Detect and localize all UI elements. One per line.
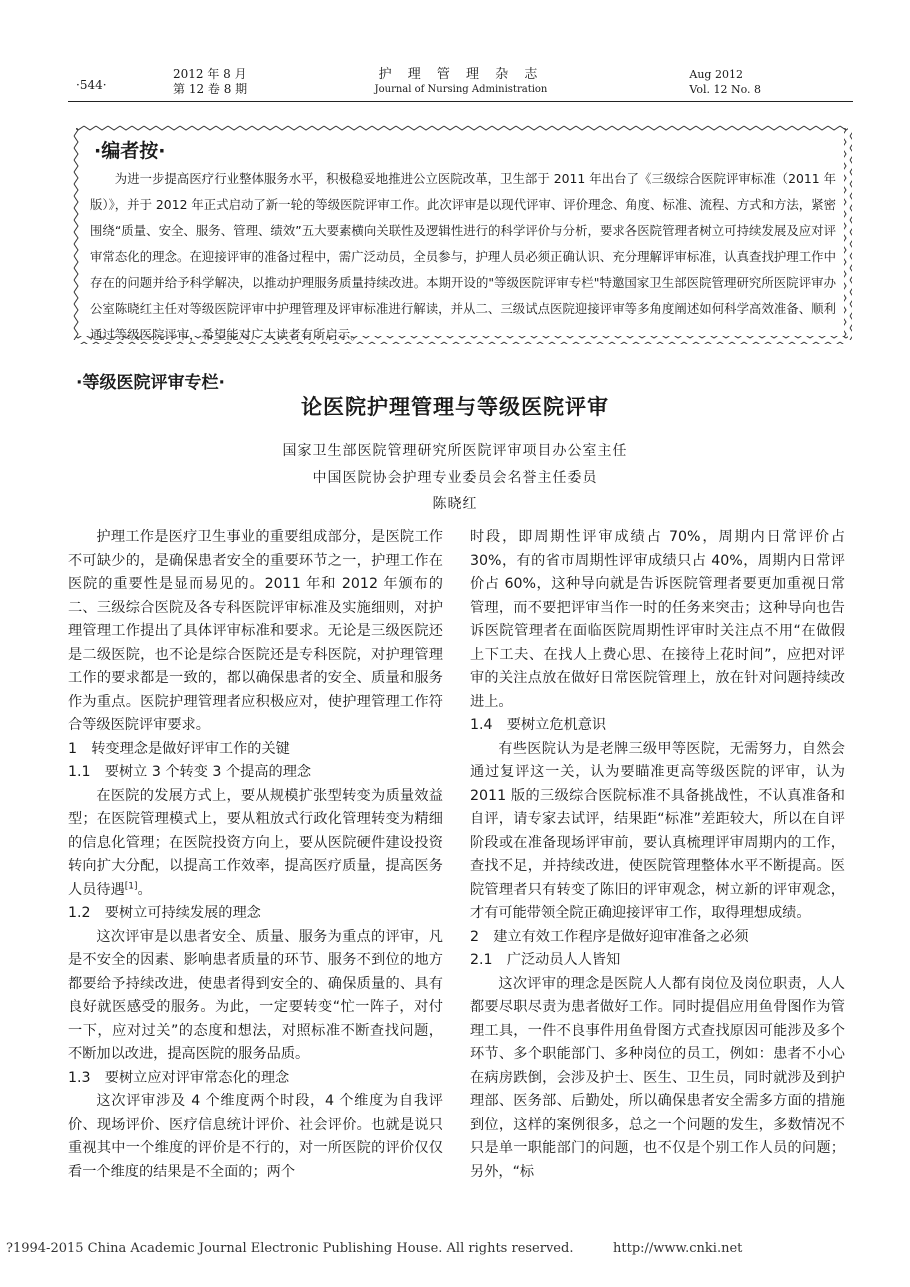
journal-name-cn: 护 理 管 理 杂 志 — [378, 67, 544, 82]
journal-name-en: Journal of Nursing Administration — [374, 84, 548, 95]
section-heading: 2 建立有效工作程序是做好迎审准备之必须 — [470, 928, 749, 945]
page-number: ·544· — [76, 78, 107, 92]
header-divider — [68, 101, 853, 102]
body-column-left — [68, 526, 443, 1184]
editor-note-text: 为进一步提高医疗行业整体服务水平，积极稳妥地推进公立医院改革，卫生部于 2011 年出台了《三级综合医院评审标准（2011 年版）》，并于 2012 年正式启动了新一轮的等级医院评审工作。此次评审是以现代评审、评价理念、角度、标准、流程、方式和方法，紧密围绕“质量、安全、服务、管理、绩效”五大要素横向关联性及逻辑性进行的科学评价与分析，要求各医院管理者树立可持续发展及应对评审常态化的理念。在迎接评审的准备过程中，需广泛动员，全员参与，护理人员必须正确认识、充分理解评审标准，认真查找护理工作中存在的问题并给予科学解决，以推动护理服务质量持续改进。本期开设的"等级医院评审专栏"特邀国家卫生部医院管理研究所医院评审办公室陈晓红主任对等级医院评审中护理管理及评审标准进行解读，并从二、三级试点医院迎接评审等多角度阐述如何科学高效准备、顺利通过等级医院评审，希望能对广大读者有所启示。 — [90, 171, 836, 342]
author-affiliation-1: 国家卫生部医院管理研究所医院评审项目办公室主任 — [282, 443, 628, 459]
column-tag: ·等级医院评审专栏· — [76, 373, 225, 393]
date-cn: 2012 年 8 月 — [173, 67, 247, 81]
subsection-heading: 1.3 要树立应对评审常态化的理念 — [68, 1069, 290, 1086]
date-en: Aug 2012 — [689, 68, 743, 81]
paragraph: 护理工作是医疗卫生事业的重要组成部分，是医院工作不可缺少的，是确保患者安全的重要环节之一，护理工作在医院的重要性是显而易见的。2011 年和 2012 年颁布的二、三级综合医院及各专科医院评审标准及实施细则，对护理管理工作提出了具体评审标准和要求。无论是三级医院还是二级医院，也不论是综合医院还是专科医院，对护理管理工作的要求都是一致的，都以确保患者的安全、质量和服务作为重点。医院护理管理者应积极应对，使护理管理工作符合等级医院评审要求。 — [68, 529, 443, 733]
paragraph: 这次评审的理念是医院人人都有岗位及岗位职责，人人都要尽职尽责为患者做好工作。同时提倡应用鱼骨图作为管理工具，一件不良事件用鱼骨图方式查找原因可能涉及多个环节、多个职能部门、多种岗位的员工，例如：患者不小心在病房跌倒，会涉及护士、医生、卫生员，同时就涉及到护理部、医务部、后勤处，所以确保患者安全需多方面的措施到位，这样的案例很多，总之一个问题的发生，多数情况不只是单一职能部门的问题，也不仅是个别工作人员的问题；另外，“标 — [470, 975, 845, 1180]
author-name: 陈晓红 — [432, 496, 478, 512]
paragraph: 有些医院认为是老牌三级甲等医院，无需努力，自然会通过复评这一关，认为要瞄准更高等级医院的评审，认为 2011 版的三级综合医院标准不具备挑战性，不认真准备和自评，请专家去试评，结果距“标准”差距较大，所以在自评阶段或在准备现场评审前，要认真梳理评审周期内的工作，查找不足，并持续改进，使医院管理整体水平不断提高。医院管理者只有转变了陈旧的评审观念，树立新的评审观念，才有可能带领全院正确迎接评审工作，取得理想成绩。 — [470, 740, 845, 921]
journal-name — [366, 67, 556, 97]
body-column-right — [470, 526, 845, 1184]
editor-note-title: ·编者按· — [94, 140, 166, 162]
subsection-heading: 1.4 要树立危机意识 — [470, 717, 607, 733]
volume-en: Vol. 12 No. 8 — [689, 83, 761, 96]
author-affiliation-2: 中国医院协会护理专业委员会名誉主任委员 — [312, 470, 598, 486]
paragraph: 时段，即周期性评审成绩占 70%，周期内日常评价占 30%，有的省市周期性评审成绩只占 40%，周期内日常评价占 60%，这种导向就是告诉医院管理者要更加重视日常管理，而不要把评审当作一时的任务来突击；这种导向也告诉医院管理者在面临医院周期性评审时关注点不用“在做假上下工夫、在找人上费心思、在接待上花时间”，应把对评审的关注点放在做好日常医院管理上，放在针对问题持续改进上。 — [470, 529, 845, 710]
subsection-heading: 2.1 广泛动员人人皆知 — [470, 952, 621, 968]
subsection-heading: 1.1 要树立 3 个转变 3 个提高的理念 — [68, 764, 312, 780]
paragraph: 这次评审涉及 4 个维度两个时段，4 个维度为自我评价、现场评价、医疗信息统计评价、社会评价。也就是说只重视其中一个维度的评价是不行的，对一所医院的评价仅仅看一个维度的结果是不全面的；两个 — [68, 1093, 443, 1180]
running-header — [76, 64, 846, 100]
volume-cn: 第 12 卷 8 期 — [173, 82, 248, 96]
paragraph — [68, 785, 443, 903]
paragraph-end: 。 — [137, 881, 152, 898]
footer-url[interactable]: http://www.cnki.net — [613, 1241, 743, 1256]
paragraph: 这次评审是以患者安全、质量、服务为重点的评审，凡是不安全的因素、影响患者质量的环节、服务不到位的地方都要给予持续改进，使患者得到安全的、确保质量的、具有良好就医感受的服务。为此，一定要转变“忙一阵子，对付一下，应对过关”的态度和想法，对照标准不断查找问题，不断加以改进，提高医院的服务品质。 — [68, 928, 443, 1062]
subsection-heading: 1.2 要树立可持续发展的理念 — [68, 905, 261, 921]
editor-note-box — [72, 124, 852, 344]
article-title: 论医院护理管理与等级医院评审 — [301, 395, 609, 419]
issue-date-en — [689, 67, 761, 97]
paragraph-text: 在医院的发展方式上，要从规模扩张型转变为质量效益型；在医院管理模式上，要从粗放式行政化管理转变为精细的信息化管理；在医院投资方向上，要从医院硬件建设投资转向扩大分配，以提高工作效率，提高医疗质量，提高医务人员待遇 — [68, 787, 443, 898]
copyright-notice: ?1994-2015 China Academic Journal Electronic Publishing House. All rights reserved. — [6, 1241, 574, 1256]
issue-date-cn — [173, 67, 247, 97]
citation-ref: [1] — [124, 880, 138, 891]
section-heading: 1 转变理念是做好评审工作的关键 — [68, 740, 290, 757]
